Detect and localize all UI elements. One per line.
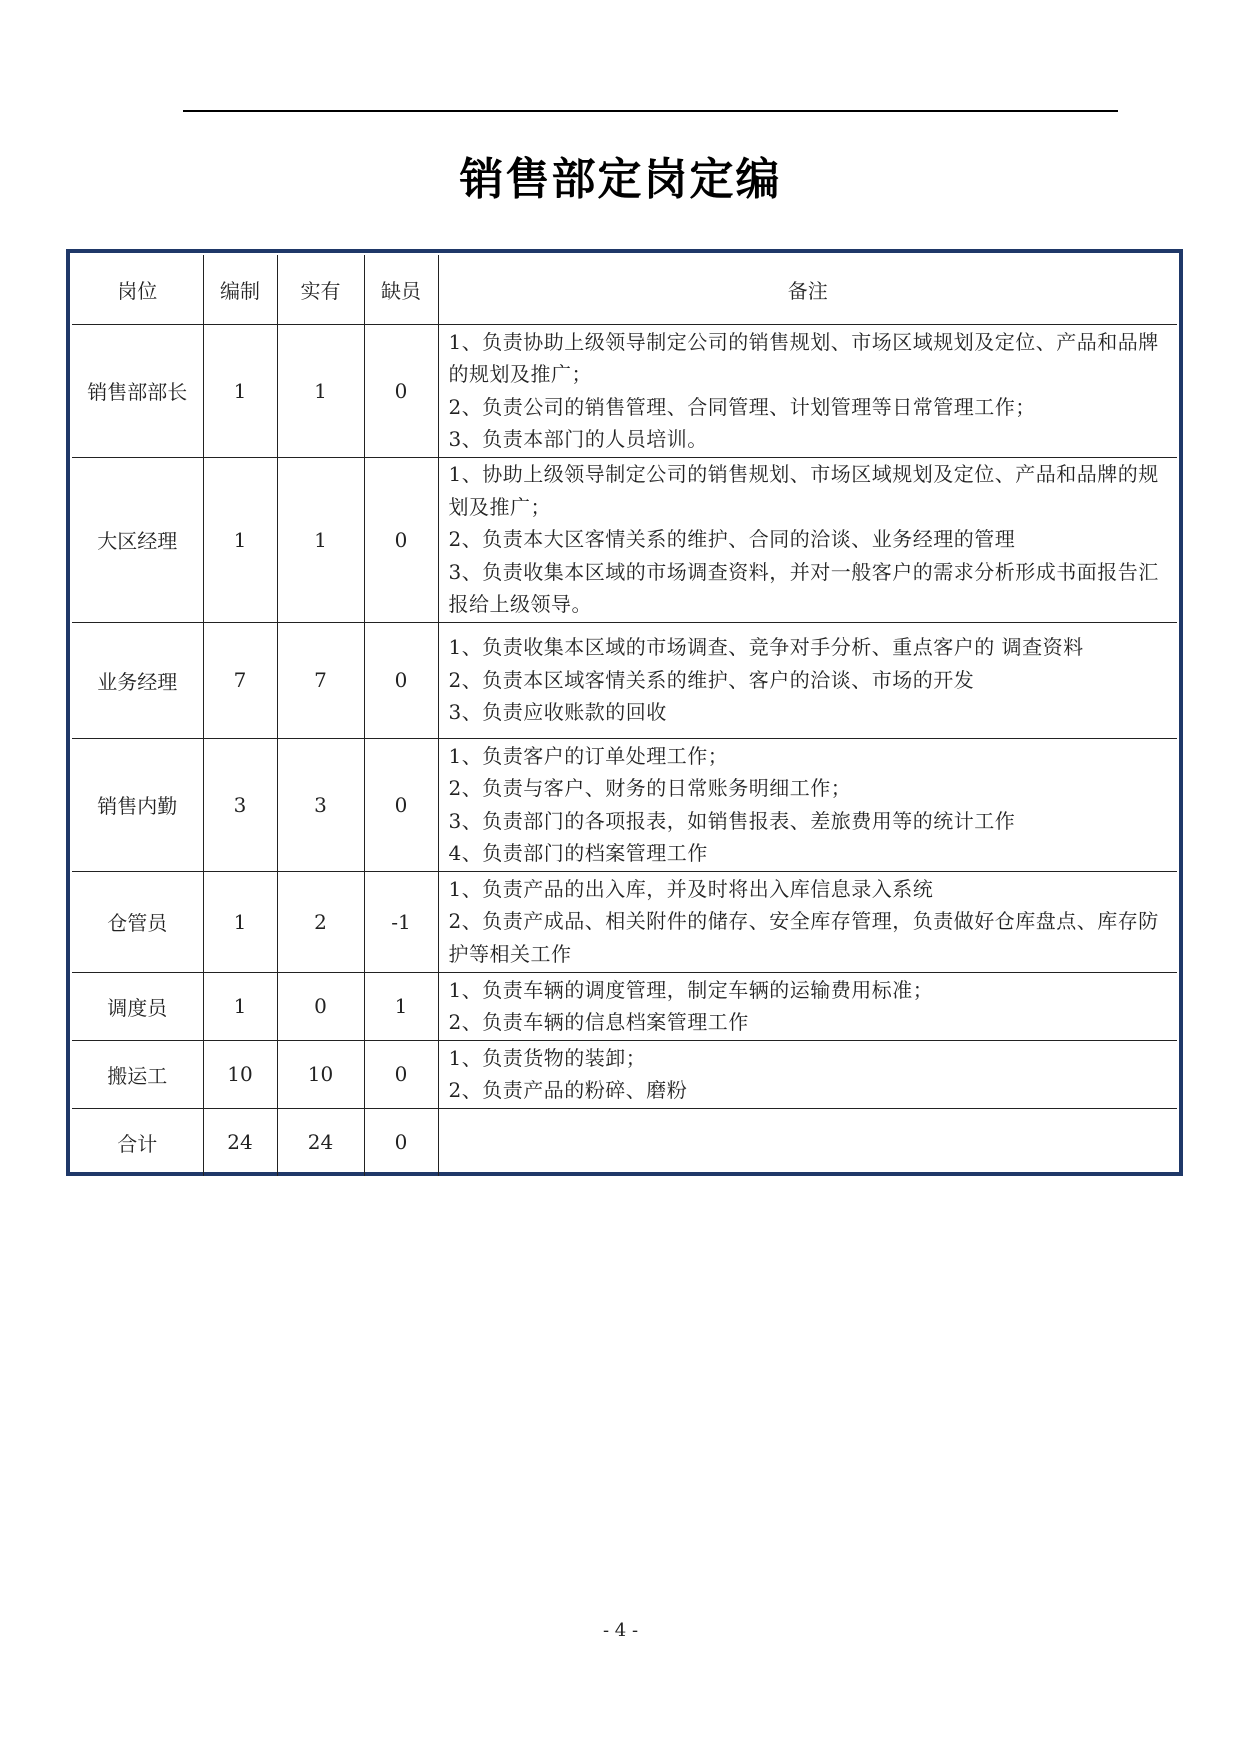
vacancy-cell: 1 <box>364 972 438 1040</box>
position-cell: 仓管员 <box>72 871 203 972</box>
total-label-cell: 合计 <box>72 1108 203 1176</box>
table-row <box>72 457 1177 622</box>
quota-cell: 1 <box>203 324 277 457</box>
staffing-table <box>72 255 1177 1176</box>
vacancy-cell: 0 <box>364 324 438 457</box>
remark-line: 2、负责产成品、相关附件的储存、安全库存管理，负责做好仓库盘点、库存防护等相关工作 <box>448 909 1159 966</box>
vacancy-cell: -1 <box>364 871 438 972</box>
remark-line: 2、负责产品的粉碎、磨粉 <box>448 1078 688 1102</box>
remark-line: 1、协助上级领导制定公司的销售规划、市场区域规划及定位、产品和品牌的规划及推广； <box>448 462 1159 519</box>
staffing-table-frame <box>66 249 1183 1176</box>
table-row <box>72 622 1177 738</box>
remark-line: 1、负责产品的出入库，并及时将出入库信息录入系统 <box>448 876 934 901</box>
document-title: 销售部定岗定编 <box>459 154 782 205</box>
position-cell: 搬运工 <box>72 1040 203 1108</box>
remark-line: 2、负责本区域客情关系的维护、客户的洽谈、市场的开发 <box>448 667 975 692</box>
table-row <box>72 324 1177 457</box>
remark-line: 2、负责车辆的信息档案管理工作 <box>448 1010 749 1034</box>
table-row <box>72 1040 1177 1108</box>
remark-line: 2、负责与客户、财务的日常账务明细工作； <box>448 776 852 800</box>
total-vacancy-cell: 0 <box>364 1108 438 1176</box>
remarks-cell <box>438 871 1177 972</box>
remarks-cell <box>438 324 1177 457</box>
remark-line: 3、负责收集本区域的市场调查资料，并对一般客户的需求分析形成书面报告汇报给上级领导。 <box>448 559 1159 617</box>
actual-cell: 1 <box>277 324 364 457</box>
remark-line: 3、负责部门的各项报表，如销售报表、差旅费用等的统计工作 <box>448 808 1016 833</box>
remark-line: 1、负责货物的装卸； <box>448 1045 647 1070</box>
position-cell: 销售部部长 <box>72 324 203 457</box>
quota-cell: 10 <box>203 1040 277 1108</box>
remark-line: 3、负责本部门的人员培训。 <box>448 427 708 451</box>
column-header-remarks: 备注 <box>438 255 1177 324</box>
total-remarks-cell <box>438 1108 1177 1176</box>
remarks-cell <box>438 622 1177 738</box>
table-header-row <box>72 255 1177 324</box>
table-total-row <box>72 1108 1177 1176</box>
vacancy-cell: 0 <box>364 457 438 622</box>
quota-cell: 3 <box>203 738 277 871</box>
remarks-cell <box>438 1040 1177 1108</box>
actual-cell: 2 <box>277 871 364 972</box>
remarks-cell <box>438 972 1177 1040</box>
quota-cell: 1 <box>203 972 277 1040</box>
page-number: - 4 - <box>602 1620 639 1641</box>
actual-cell: 0 <box>277 972 364 1040</box>
remark-line: 4、负责部门的档案管理工作 <box>448 841 708 865</box>
actual-cell: 3 <box>277 738 364 871</box>
table-row <box>72 738 1177 871</box>
quota-cell: 7 <box>203 622 277 738</box>
remark-line: 2、负责公司的销售管理、合同管理、计划管理等日常管理工作； <box>448 394 1036 419</box>
column-header-quota: 编制 <box>203 255 277 324</box>
quota-cell: 1 <box>203 871 277 972</box>
vacancy-cell: 0 <box>364 1040 438 1108</box>
table-row <box>72 871 1177 972</box>
remark-line: 1、负责协助上级领导制定公司的销售规划、市场区域规划及定位、产品和品牌的规划及推广； <box>448 329 1159 386</box>
position-cell: 调度员 <box>72 972 203 1040</box>
remark-line: 1、负责车辆的调度管理，制定车辆的运输费用标准； <box>448 977 934 1002</box>
total-actual-cell: 24 <box>277 1108 364 1176</box>
vacancy-cell: 0 <box>364 738 438 871</box>
column-header-actual: 实有 <box>277 255 364 324</box>
actual-cell: 10 <box>277 1040 364 1108</box>
remark-line: 3、负责应收账款的回收 <box>448 700 667 725</box>
column-header-vacancy: 缺员 <box>364 255 438 324</box>
remarks-cell <box>438 457 1177 622</box>
position-cell: 业务经理 <box>72 622 203 738</box>
vacancy-cell: 0 <box>364 622 438 738</box>
remarks-cell <box>438 738 1177 871</box>
remark-line: 1、负责客户的订单处理工作； <box>448 743 729 768</box>
table-row <box>72 972 1177 1040</box>
remark-line: 1、负责收集本区域的市场调查、竞争对手分析、重点客户的 调查资料 <box>448 635 1084 660</box>
total-quota-cell: 24 <box>203 1108 277 1176</box>
actual-cell: 1 <box>277 457 364 622</box>
position-cell: 销售内勤 <box>72 738 203 871</box>
header-rule <box>183 110 1118 112</box>
quota-cell: 1 <box>203 457 277 622</box>
remark-line: 2、负责本大区客情关系的维护、合同的洽谈、业务经理的管理 <box>448 527 1016 552</box>
actual-cell: 7 <box>277 622 364 738</box>
column-header-position: 岗位 <box>72 255 203 324</box>
position-cell: 大区经理 <box>72 457 203 622</box>
